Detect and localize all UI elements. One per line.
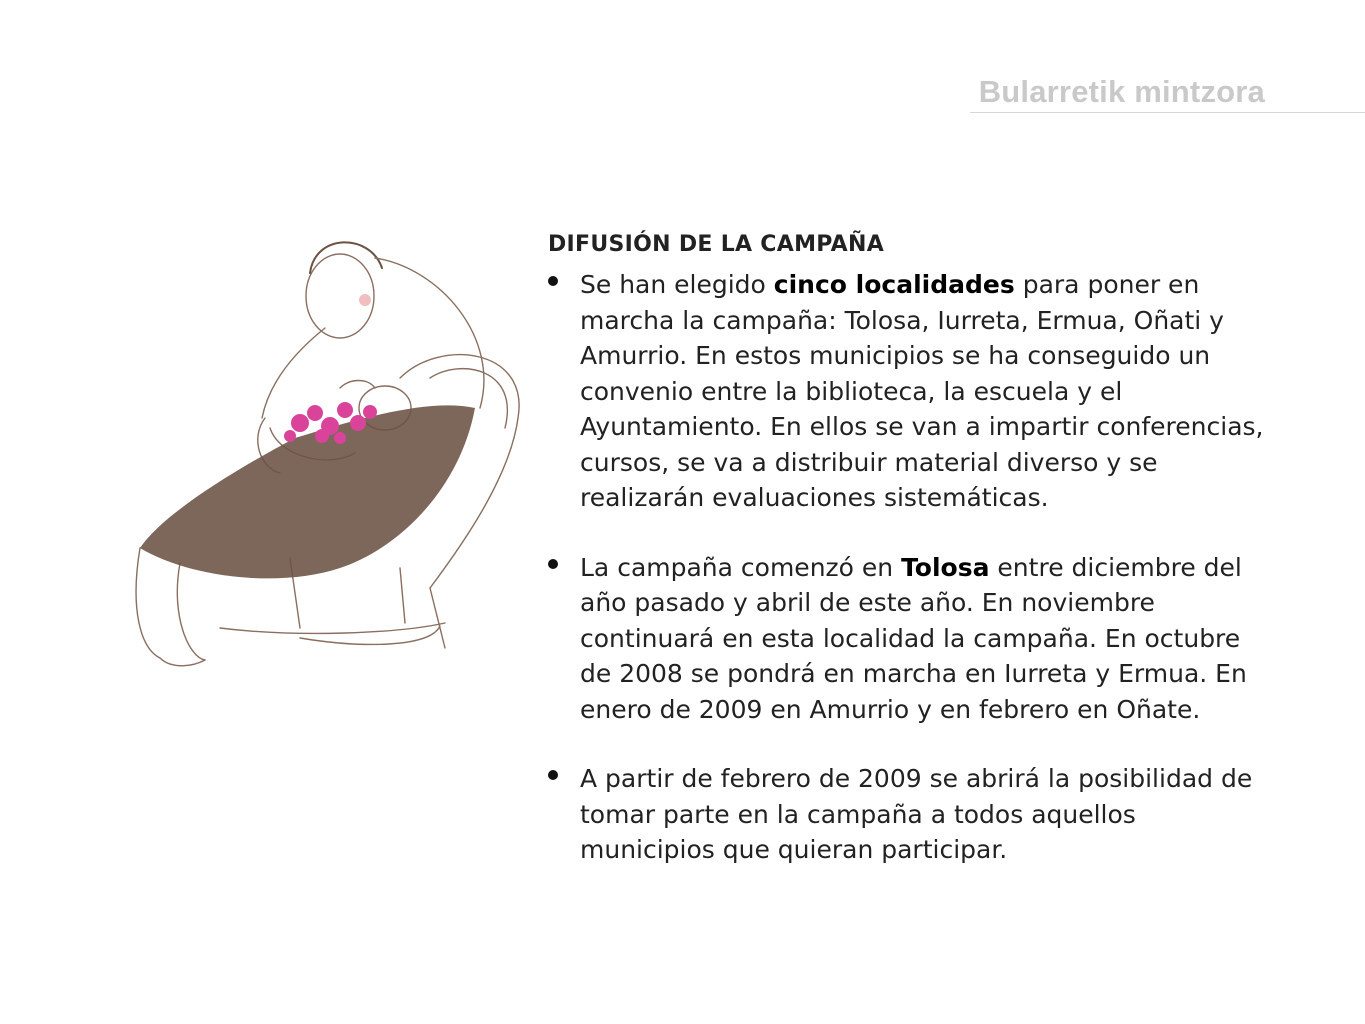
main-content [548, 232, 1268, 902]
section-title: DIFUSIÓN DE LA CAMPAÑA [548, 232, 885, 257]
bullet-text: A partir de febrero de 2009 se abrirá la posibilidad de tomar parte en la campaña a todos aquellos municipios que quieran participar. [580, 764, 1253, 864]
bullet-text: para poner en marcha la campaña: Tolosa, Iurreta, Ermua, Oñati y Amurrio. En estos municipios se ha conseguido un convenio entre la biblioteca, la escuela y el Ayuntamiento. En ellos se van a impartir conferencias, cursos, se va a distribuir material diverso y se realizarán evaluaciones sistemáticas. [580, 270, 1264, 512]
bullet-item [548, 267, 1268, 516]
mother-nursing-baby-illustration [100, 228, 540, 698]
bullet-text: La campaña comenzó en [580, 552, 902, 582]
header-divider [970, 112, 1365, 113]
bullet-text: Se han elegido [580, 270, 774, 299]
bullet-bold-text: cinco localidades [773, 270, 1015, 299]
bullet-text: entre diciembre del año pasado y abril de este año. En noviembre continuará en esta localidad la campaña. En octubre de 2008 se pondrá en marcha en Iurreta y Ermua. En enero de 2009 en Amurrio y en febrero en Oñate. [580, 552, 1247, 724]
page-header-title: Bularretik mintzora [978, 74, 1265, 109]
bullet-bold-text: Tolosa [901, 552, 990, 582]
bullet-item [548, 550, 1268, 728]
bullet-item [548, 761, 1268, 868]
